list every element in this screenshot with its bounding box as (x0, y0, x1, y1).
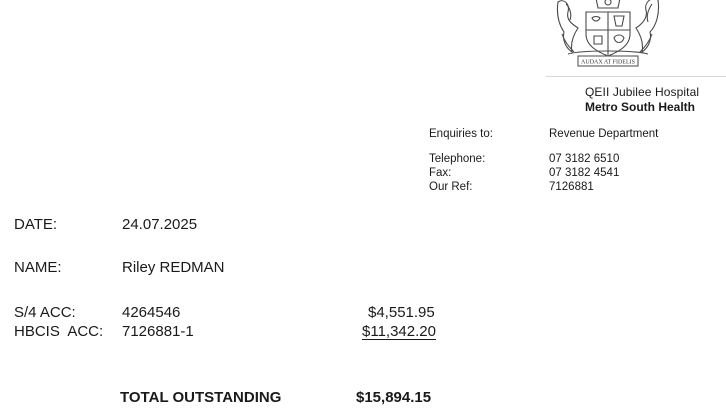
coat-of-arms-crest (552, 0, 664, 70)
s4-account-amount: $4,551.95 (368, 304, 435, 321)
hbcis-account-amount: $11,342.20 (362, 323, 436, 340)
hbcis-account-label: HBCIS ACC: (14, 323, 104, 340)
date-label: DATE: (14, 216, 58, 233)
total-outstanding-amount: $15,894.15 (356, 389, 432, 406)
telephone-label: Telephone: (429, 153, 486, 165)
crest-motto: AUDAX AT FIDELIS (581, 59, 635, 66)
s4-account-label: S/4 ACC: (14, 304, 76, 321)
total-outstanding-label: TOTAL OUTSTANDING (120, 389, 282, 406)
name-value: Riley REDMAN (122, 259, 225, 276)
fax-label: Fax: (429, 167, 452, 179)
s4-account-number: 4264546 (122, 304, 181, 321)
hospital-name: QEII Jubilee Hospital (585, 85, 700, 99)
enquiries-value: Revenue Department (549, 128, 659, 140)
hbcis-account-number: 7126881-1 (122, 323, 194, 340)
our-ref-value: 7126881 (549, 181, 594, 193)
fax-value: 07 3182 4541 (549, 167, 620, 179)
header-divider (546, 76, 726, 77)
name-label: NAME: (14, 259, 62, 276)
our-ref-label: Our Ref: (429, 181, 473, 193)
date-value: 24.07.2025 (122, 216, 198, 233)
health-service-name: Metro South Health (585, 100, 695, 114)
enquiries-label: Enquiries to: (429, 128, 493, 140)
telephone-value: 07 3182 6510 (549, 153, 620, 165)
